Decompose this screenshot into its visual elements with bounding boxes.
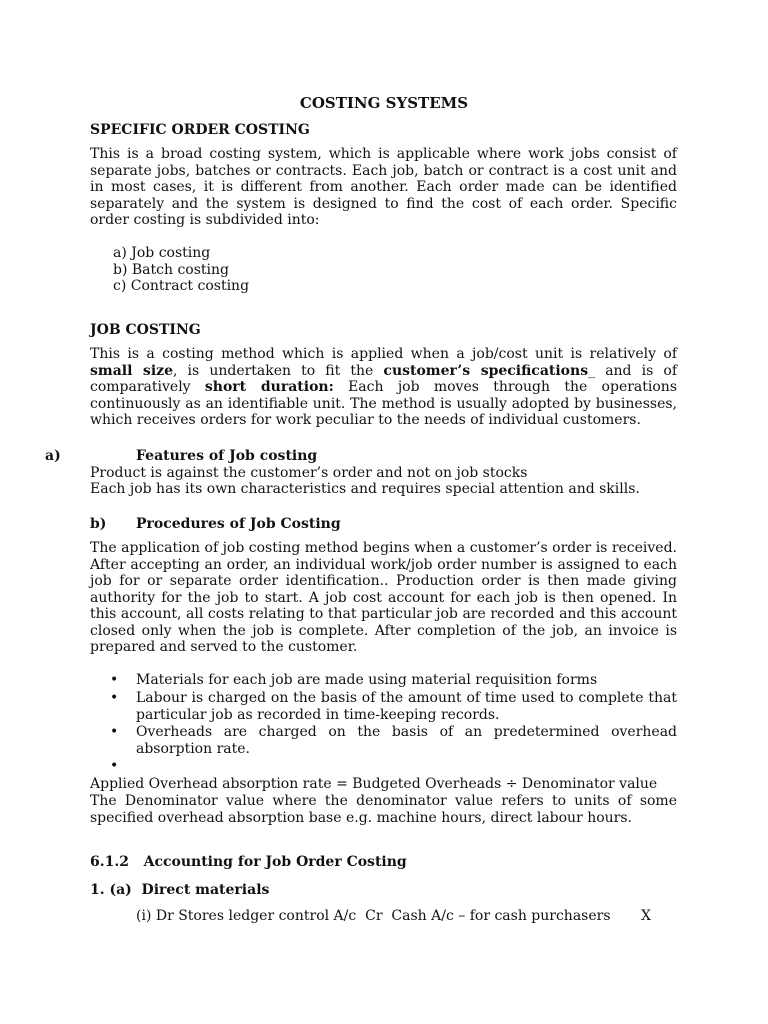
paragraph-text: Each job moves through the operations continuously as an identifiable unit. The method is usually adopted by businesses, which receives orders for work peculiar to the needs of individual customers.: [90, 379, 678, 428]
section-marker: b): [90, 516, 107, 532]
specific-order-heading: SPECIFIC ORDER COSTING: [90, 122, 310, 138]
journal-entry: (i) Dr Stores ledger control A/c Cr Cash A/c – for cash purchasers: [136, 908, 611, 924]
accounting-heading: 6.1.2 Accounting for Job Order Costing: [90, 854, 407, 870]
emphasis-text: short duration:: [204, 379, 334, 395]
features-line: Product is against the customer’s order and not on job stocks: [90, 465, 528, 481]
features-line: Each job has its own characteristics and requires special attention and skills.: [90, 481, 640, 497]
list-item: c) Contract costing: [113, 278, 250, 294]
features-heading: Features of Job costing: [136, 448, 318, 464]
denominator-paragraph: The Denominator value where the denominator value refers to units of some specified overhead absorption base e.g. machine hours, direct labour hours.: [90, 793, 677, 826]
paragraph-text: _ and is of comparatively: [90, 362, 678, 395]
direct-materials-heading: 1. (a) Direct materials: [90, 882, 270, 898]
job-costing-heading: JOB COSTING: [90, 322, 201, 338]
job-costing-paragraph: [90, 346, 677, 429]
list-item: b) Batch costing: [113, 262, 229, 278]
specific-order-paragraph: This is a broad costing system, which is applicable where work jobs consist of separate jobs, batches or contracts. Each job, batch or contract is a cost unit and in most cases, it is different from another. Each order made can be identified separately and the system is designed to find the cost of each order. Specific order costing is subdivided into:: [90, 146, 677, 228]
procedures-paragraph: The application of job costing method begins when a customer’s order is received. After accepting an order, an individual work/job order number is assigned to each job for or separate order identification.. Production order is then made giving authority for the job to start. A job cost account for each job is then opened. In this account, all costs relating to that particular job are recorded and this account closed only when the job is complete. After completion of the job, an invoice is prepared and served to the customer.: [90, 540, 677, 655]
list-item: Materials for each job are made using material requisition forms: [136, 672, 598, 688]
section-marker: a): [45, 448, 61, 464]
page-title: COSTING SYSTEMS: [299, 94, 469, 112]
paragraph-text: , is undertaken to fit the: [173, 362, 384, 379]
bullet-glyph: •: [110, 690, 119, 706]
bullet-glyph: •: [110, 758, 119, 774]
procedures-heading: Procedures of Job Costing: [136, 516, 341, 532]
paragraph-text: This is a costing method which is applied when a job/cost unit is relatively of: [90, 346, 677, 362]
bullet-glyph: •: [110, 672, 119, 688]
list-item: a) Job costing: [113, 245, 211, 261]
formula-line: Applied Overhead absorption rate = Budgeted Overheads ÷ Denominator value: [90, 776, 658, 792]
emphasis-text: customer’s specifications: [383, 362, 589, 379]
list-item: Labour is charged on the basis of the amount of time used to complete that particular job as recorded in time-keeping records.: [136, 690, 677, 723]
bullet-glyph: •: [110, 724, 119, 740]
list-item: Overheads are charged on the basis of an predetermined overhead absorption rate.: [136, 724, 677, 757]
journal-entry-mark: X: [641, 908, 651, 924]
emphasis-text: small size: [90, 362, 173, 379]
